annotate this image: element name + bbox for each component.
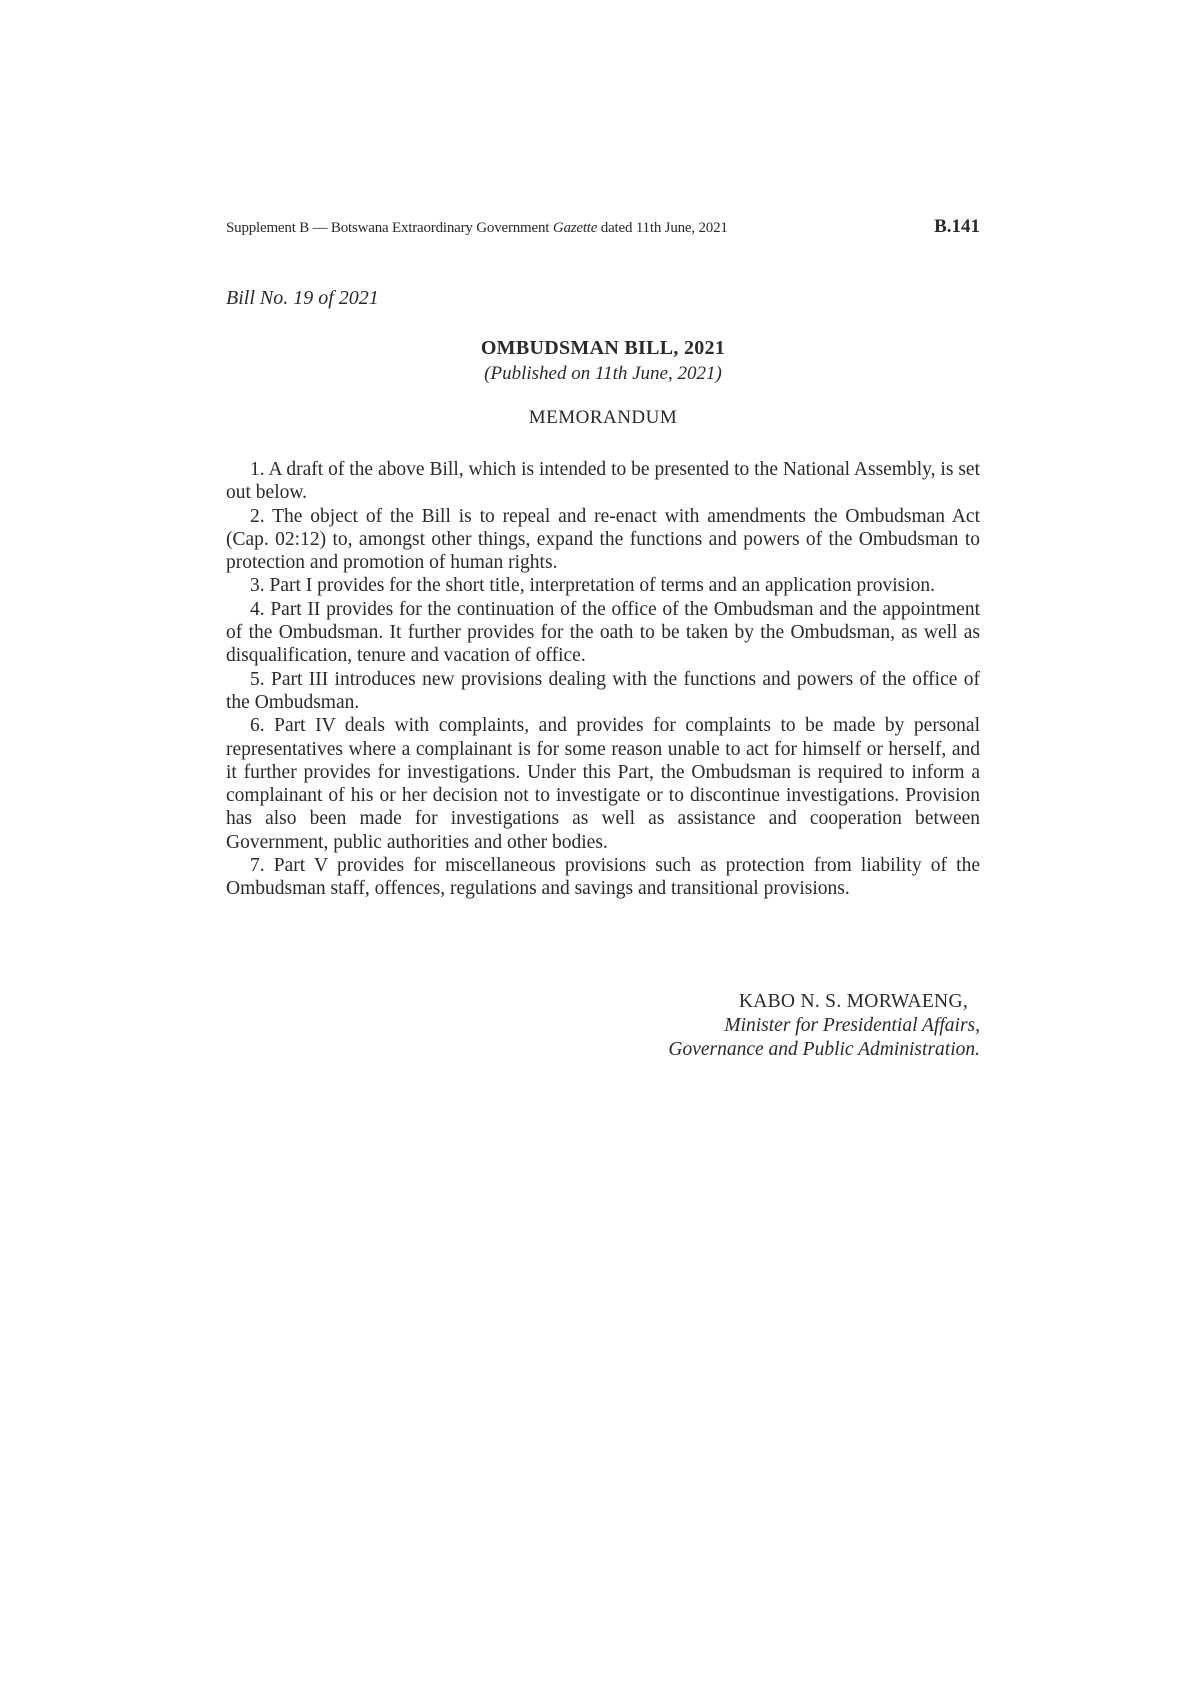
header-suffix: dated 11th June, 2021 [597,220,728,236]
header-gazette-word: Gazette [552,220,598,236]
gazette-header [226,216,980,242]
signatory-name: KABO N. S. MORWAENG, [738,991,968,1012]
bill-title: OMBUDSMAN BILL, 2021 [480,337,726,359]
memo-paragraph-4: 4. Part II provides for the continuation of the office of the Ombudsman and the appointment of the Ombudsman. It further provides for the oath to be taken by the Ombudsman, as well as disqualification, tenure and vacation of office. [226,598,980,667]
signatory-title-line-2: Governance and Public Administration. [668,1039,980,1060]
bill-number: Bill No. 19 of 2021 [226,287,379,309]
memo-paragraph-3: 3. Part I provides for the short title, interpretation of terms and an application provision. [250,575,936,597]
gazette-header-text [226,220,728,237]
title-block [226,335,980,387]
memo-paragraph-1: 1. A draft of the above Bill, which is intended to be presented to the National Assembly, is set out below. [226,459,980,504]
memorandum-heading: MEMORANDUM [528,407,678,428]
page-number: B.141 [934,216,980,237]
memo-paragraph-6: 6. Part IV deals with complaints, and provides for complaints to be made by personal representatives where a complainant is for some reason unable to act for himself or herself, and it further provides for investigations. Under this Part, the Ombudsman is required to inform a complainant of his or her decision not to investigate or to discontinue investigations. Provision has also been made for investigations as well as assistance and cooperation between Government, public authorities and other bodies. [226,715,980,853]
memo-paragraph-7: 7. Part V provides for miscellaneous provisions such as protection from liability of the Ombudsman staff, offences, regulations and savings and transitional provisions. [226,855,980,900]
header-prefix: Supplement B — Botswana Extraordinary Government [226,220,553,236]
memorandum-body [226,458,980,901]
memo-paragraph-5: 5. Part III introduces new provisions dealing with the functions and powers of the office of the Ombudsman. [226,668,980,713]
memo-paragraph-2: 2. The object of the Bill is to repeal and re-enact with amendments the Ombudsman Act (Cap. 02:12) to, amongst other things, expand the functions and powers of the Ombudsman to protection and promotion of human rights. [226,505,980,574]
signature-block [668,990,980,1062]
signatory-title-line-1: Minister for Presidential Affairs, [724,1015,980,1036]
publication-date: (Published on 11th June, 2021) [484,363,722,384]
